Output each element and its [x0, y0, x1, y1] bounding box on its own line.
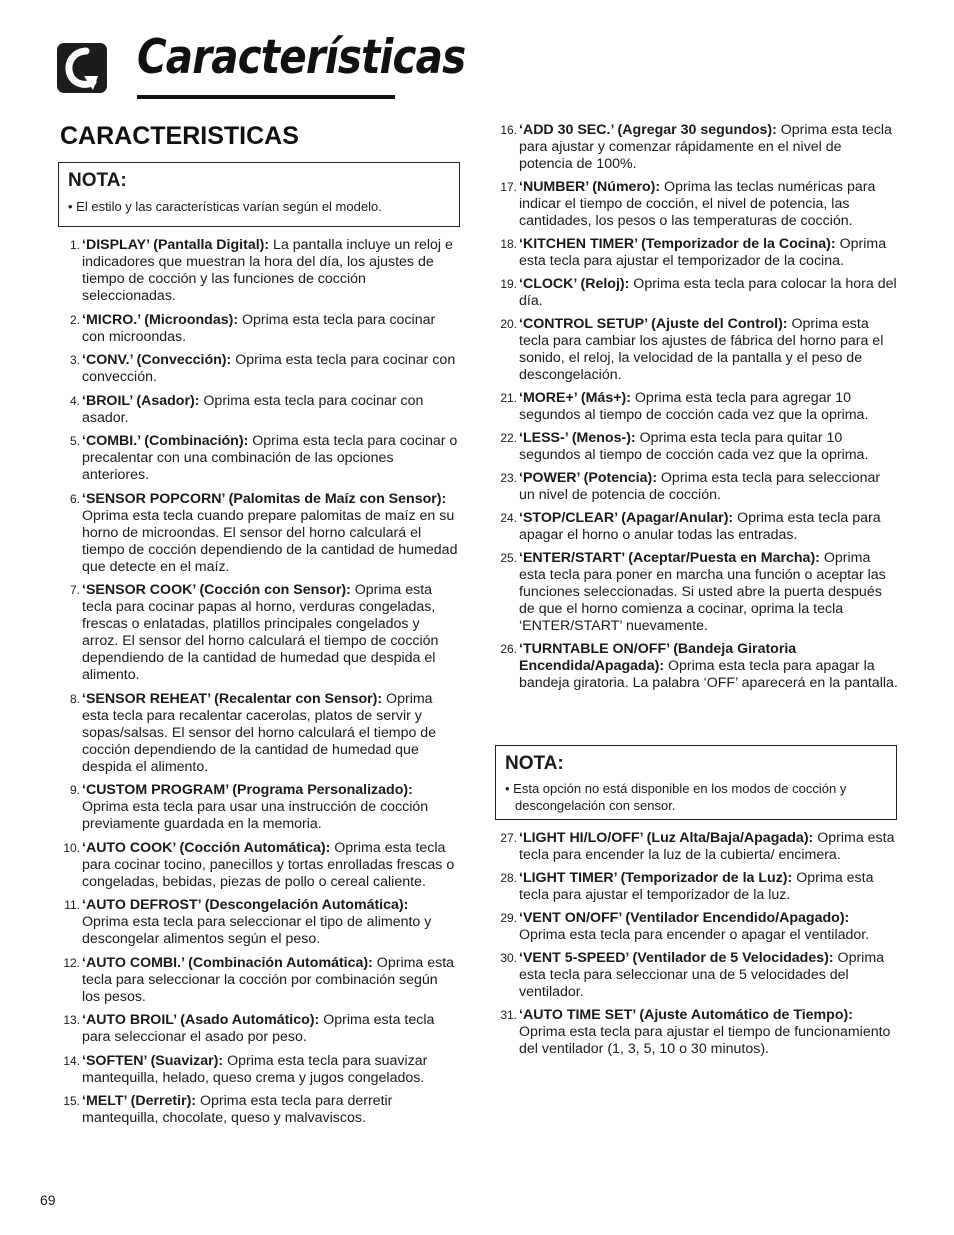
- feature-list: [58, 237, 458, 1127]
- feature-item: [58, 840, 458, 891]
- item-number: 23.: [500, 471, 517, 485]
- item-number: 2.: [69, 312, 80, 327]
- item-description: Oprima esta tecla para poner en marcha una función o aceptar las funciones seleccionadas. Si usted abre la puerta después de que el horno comienza a cocinar, oprima la tecla ‘ENTER/START’ nuevamente.: [519, 550, 886, 634]
- item-term: ‘LIGHT HI/LO/OFF’ (Luz Alta/Baja/Apagada):: [519, 830, 814, 846]
- item-term: ‘TURNTABLE ON/OFF’ (Bandeja Giratoria Encendida/Apagada):: [519, 641, 797, 674]
- item-number: 18.: [500, 237, 517, 251]
- title-rule: [137, 95, 395, 99]
- item-number: 1.: [69, 238, 80, 252]
- item-number: 26.: [500, 642, 517, 656]
- item-term: ‘AUTO COMBI.’ (Combinación Automática):: [82, 954, 373, 971]
- item-term: ‘POWER’ (Potencia):: [519, 470, 657, 486]
- feature-item: [58, 1093, 458, 1127]
- feature-item: [58, 1053, 458, 1087]
- item-description: Oprima esta tecla para cocinar papas al horno, verduras congeladas, frescas o enlatadas, platillos principales congelados y arroz. El sensor del horno calculará el tiempo de cocción dependiendo de la cantidad de humedad que despida el alimento.: [82, 582, 439, 683]
- feature-item: [58, 433, 458, 484]
- feature-item: [495, 430, 898, 464]
- item-number: 21.: [500, 391, 517, 405]
- item-number: 10.: [63, 840, 80, 855]
- item-term: ‘AUTO TIME SET’ (Ajuste Automático de Tiempo):: [519, 1007, 853, 1023]
- item-term: ‘CONTROL SETUP’ (Ajuste del Control):: [519, 316, 788, 332]
- feature-item: [495, 830, 898, 864]
- feature-item: [495, 276, 898, 310]
- item-description: Oprima esta tecla para encender o apagar el ventilador.: [519, 927, 870, 943]
- feature-item: [495, 316, 898, 384]
- feature-list-left: [58, 237, 458, 1134]
- feature-list-right-top: [495, 122, 898, 698]
- feature-item: [495, 550, 898, 635]
- item-description: Oprima esta tecla para colocar la hora del día.: [519, 276, 897, 309]
- item-term: ‘CONV.’ (Convección):: [82, 352, 232, 368]
- item-description: Oprima esta tecla para seleccionar la cocción por combinación según los pesos.: [82, 954, 455, 1005]
- item-description: Oprima esta tecla para seleccionar el tipo de alimento y descongelar alimentos según el peso.: [82, 914, 432, 947]
- item-number: 9.: [69, 783, 80, 797]
- feature-item: [58, 1012, 458, 1046]
- feature-item: [58, 582, 458, 684]
- item-number: 20.: [500, 317, 517, 331]
- item-number: 8.: [69, 691, 80, 706]
- feature-item: [58, 897, 458, 948]
- item-term: ‘COMBI.’ (Combinación):: [82, 433, 249, 449]
- item-number: 3.: [69, 353, 80, 367]
- item-term: ‘SENSOR POPCORN’ (Palomitas de Maíz con Sensor):: [82, 490, 447, 507]
- item-number: 7.: [69, 583, 80, 597]
- note-label: NOTA:: [505, 753, 564, 774]
- item-description: Oprima esta tecla para ajustar el temporizador de la luz.: [519, 870, 874, 903]
- item-number: 19.: [500, 277, 517, 291]
- item-description: Oprima esta tecla para quitar 10 segundos al tiempo de cocción cada vez que la oprima.: [519, 430, 869, 463]
- item-description: Oprima esta tecla para seleccionar el asado por peso.: [82, 1012, 435, 1045]
- item-description: La pantalla incluye un reloj e indicadores que muestran la hora del día, los ajustes de tiempo de cocción y las funciones de cocción seleccionadas.: [82, 237, 453, 304]
- feature-item: [495, 870, 898, 904]
- item-number: 15.: [63, 1094, 80, 1108]
- item-description: Oprima esta tecla para cocinar o precalentar con una combinación de las opciones anteriores.: [82, 433, 458, 483]
- feature-item: [58, 691, 458, 776]
- item-term: ‘LESS-’ (Menos-):: [519, 430, 636, 446]
- item-number: 27.: [500, 831, 517, 845]
- item-description: Oprima esta tecla para seleccionar un nivel de potencia de cocción.: [519, 470, 881, 503]
- item-description: Oprima esta tecla para seleccionar una de 5 velocidades del ventilador.: [519, 950, 885, 1000]
- feature-item: [495, 510, 898, 544]
- item-number: 31.: [500, 1008, 517, 1022]
- feature-item: [495, 122, 898, 173]
- item-description: Oprima esta tecla para cocinar tocino, panecillos y tortas enrolladas frescas o congeladas, bebidas, piezas de pollo o cereal caliente.: [82, 839, 455, 890]
- item-description: Oprima esta tecla cuando prepare palomitas de maíz en su horno de microondas. El sensor del horno calculará el tiempo de cocción dependiendo de la cantidad de humedad que detecte en el maíz.: [82, 507, 458, 575]
- item-term: ‘MORE+’ (Más+):: [519, 390, 631, 406]
- feature-item: [58, 491, 458, 576]
- item-description: Oprima esta tecla para cocinar con asador.: [82, 392, 424, 426]
- feature-item: [495, 910, 898, 944]
- note-box: [58, 162, 460, 227]
- item-term: ‘MICRO.’ (Microondas):: [82, 311, 239, 328]
- item-number: 11.: [64, 898, 80, 912]
- feature-item: [58, 955, 458, 1006]
- item-number: 25.: [500, 551, 517, 565]
- item-description: Oprima esta tecla para encender la luz de la cubierta/ encimera.: [519, 830, 895, 863]
- item-term: ‘KITCHEN TIMER’ (Temporizador de la Cocina):: [519, 236, 836, 252]
- feature-list: [495, 122, 898, 692]
- item-number: 12.: [63, 955, 80, 970]
- item-description: Oprima las teclas numéricas para indicar el tiempo de cocción, el nivel de potencia, las cantidades, los pesos o las temperaturas de cocción.: [519, 179, 876, 229]
- item-number: 5.: [69, 434, 80, 448]
- item-term: ‘AUTO DEFROST’ (Descongelación Automática):: [82, 897, 409, 913]
- item-term: ‘VENT 5-SPEED’ (Ventilador de 5 Velocidades):: [519, 950, 834, 966]
- feature-item: [58, 352, 458, 386]
- feature-item: [58, 393, 458, 427]
- feature-item: [58, 782, 458, 833]
- item-description: Oprima esta tecla para cocinar con convección.: [82, 352, 456, 385]
- item-term: ‘NUMBER’ (Número):: [519, 179, 661, 195]
- item-description: Oprima esta tecla para cambiar los ajustes de fábrica del horno para el sonido, el reloj, la velocidad de la pantalla y el peso de descongelación.: [519, 316, 884, 383]
- item-number: 24.: [500, 511, 517, 525]
- feature-item: [495, 236, 898, 270]
- item-number: 13.: [63, 1013, 80, 1027]
- feature-item: [495, 390, 898, 424]
- item-description: Oprima esta tecla para ajustar el tiempo de funcionamiento del ventilador (1, 3, 5, 10 o 30 minutos).: [519, 1024, 891, 1057]
- item-term: ‘ADD 30 SEC.’ (Agregar 30 segundos):: [519, 122, 777, 138]
- item-description: Oprima esta tecla para suavizar mantequilla, helado, queso crema y jugos congelados.: [82, 1052, 428, 1086]
- item-description: Oprima esta tecla para recalentar cacerolas, platos de servir y sopas/salsas. El sensor del horno calculará el tiempo de cocción dependiendo de la cantidad de humedad que despida el alimento.: [82, 690, 437, 775]
- item-term: ‘VENT ON/OFF’ (Ventilador Encendido/Apagado):: [519, 910, 850, 926]
- note-label: NOTA:: [68, 170, 127, 191]
- item-term: ‘AUTO COOK’ (Cocción Automática):: [82, 839, 331, 856]
- feature-item: [58, 312, 458, 346]
- feature-list: [495, 830, 898, 1058]
- item-number: 4.: [69, 393, 80, 408]
- item-description: Oprima esta tecla para derretir mantequilla, chocolate, queso y malvaviscos.: [82, 1093, 393, 1126]
- item-description: Oprima esta tecla para apagar el horno o anular todas las entradas.: [519, 510, 881, 543]
- item-description: Oprima esta tecla para usar una instrucción de cocción previamente guardada en la memoria.: [82, 799, 429, 832]
- item-number: 6.: [69, 491, 80, 506]
- feature-item: [495, 470, 898, 504]
- item-description: Oprima esta tecla para ajustar y comenzar rápidamente en el nivel de potencia de 100%.: [519, 122, 892, 172]
- item-number: 29.: [500, 911, 517, 925]
- feature-item: [495, 641, 898, 692]
- item-description: Oprima esta tecla para apagar la bandeja giratoria. La palabra ‘OFF’ aparecerá en la pantalla.: [519, 658, 898, 691]
- item-term: ‘MELT’ (Derretir):: [82, 1093, 197, 1109]
- item-term: ‘BROIL’ (Asador):: [82, 392, 200, 409]
- item-description: Oprima esta tecla para agregar 10 segundos al tiempo de cocción cada vez que la oprima.: [519, 390, 869, 423]
- item-term: ‘SENSOR COOK’ (Cocción con Sensor):: [82, 582, 351, 598]
- feature-item: [58, 237, 458, 305]
- item-number: 14.: [63, 1053, 80, 1068]
- page-title: Características: [137, 30, 466, 85]
- item-term: ‘DISPLAY’ (Pantalla Digital):: [82, 237, 270, 253]
- item-description: Oprima esta tecla para ajustar el temporizador de la cocina.: [519, 236, 887, 269]
- item-number: 22.: [500, 431, 517, 445]
- item-term: ‘SOFTEN’ (Suavizar):: [82, 1052, 224, 1069]
- feature-item: [495, 950, 898, 1001]
- section-heading: CARACTERISTICAS: [60, 122, 299, 150]
- item-term: ‘CUSTOM PROGRAM’ (Programa Personalizado):: [82, 782, 413, 798]
- item-number: 30.: [500, 951, 517, 965]
- item-description: Oprima esta tecla para cocinar con microondas.: [82, 311, 436, 345]
- item-term: ‘AUTO BROIL’ (Asado Automático):: [82, 1012, 320, 1028]
- feature-item: [495, 1007, 898, 1058]
- item-term: ‘CLOCK’ (Reloj):: [519, 276, 630, 292]
- item-term: ‘LIGHT TIMER’ (Temporizador de la Luz):: [519, 870, 793, 886]
- curved-arrow-icon: [56, 42, 108, 94]
- item-number: 28.: [500, 871, 517, 885]
- item-number: 17.: [500, 180, 517, 194]
- item-number: 16.: [500, 123, 517, 137]
- item-term: ‘STOP/CLEAR’ (Apagar/Anular):: [519, 510, 734, 526]
- item-term: ‘SENSOR REHEAT’ (Recalentar con Sensor):: [82, 690, 383, 707]
- note-text: • El estilo y las características varían según el modelo.: [68, 198, 382, 214]
- feature-list-right-bottom: [495, 830, 898, 1064]
- item-term: ‘ENTER/START’ (Aceptar/Puesta en Marcha):: [519, 550, 820, 566]
- feature-item: [495, 179, 898, 230]
- page-number: 69: [40, 1192, 56, 1208]
- note-text: • Esta opción no está disponible en los modos de cocción y descongelación con sensor.: [505, 780, 847, 813]
- note-box: [495, 745, 897, 820]
